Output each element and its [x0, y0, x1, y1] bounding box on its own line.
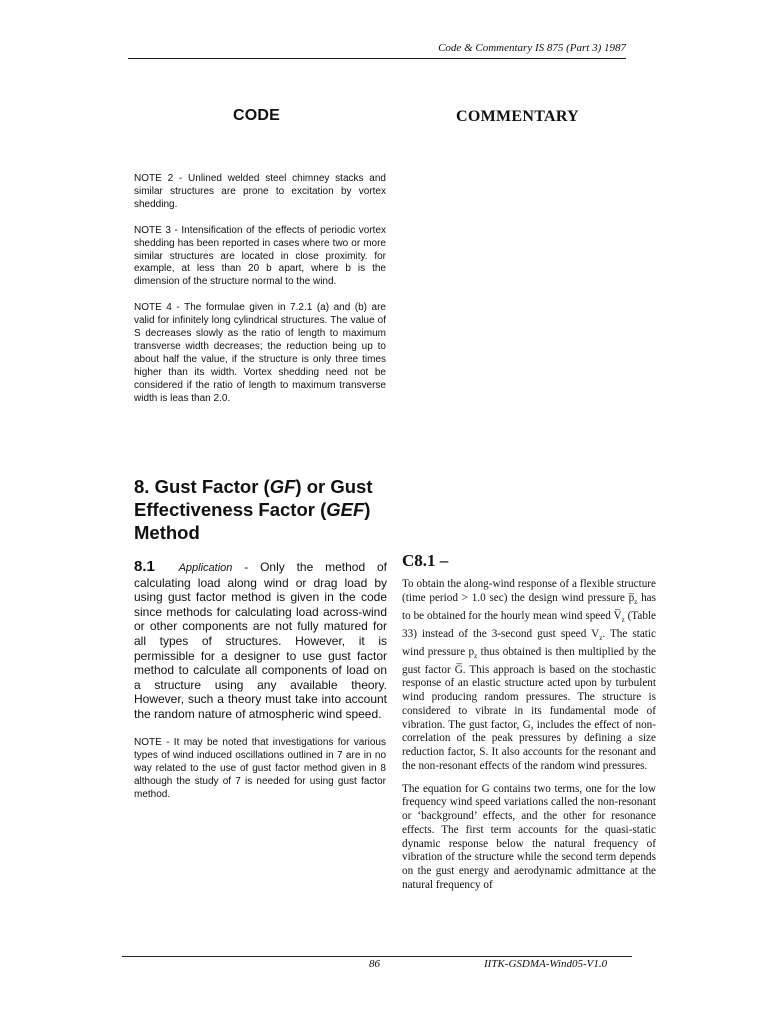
note-2: NOTE 2 - Unlined welded steel chimney stacks and similar structures are prone to excitation by vortex shedding. — [134, 173, 386, 210]
header-rule — [128, 58, 626, 59]
clause-text: - Only the method of calculating load along wind or drag load by using gust factor method is given in the code since methods for calculating load across-wind or other components are not fully matured for all types of structures. However, it is permissible for a designer to use gust factor method to calculate all components of load on a structure using any available theory. However, such a theory must take into account the random nature of atmospheric wind speed. — [134, 560, 388, 721]
commentary-heading-c8-1: C8.1 – — [402, 551, 449, 570]
note-4: NOTE 4 - The formulae given in 7.2.1 (a) and (b) are valid for infinitely long cylindrical structures. The value of S decreases slowly as the ratio of length to maximum transverse width decreases; the reduction being up to about half the value, if the structure is only three times higher than its width. Vortex shedding need not be considered if the ratio of length to maximum transverse width is leas than 2.0. — [134, 302, 386, 404]
commentary-column-title: COMMENTARY — [456, 108, 580, 125]
commentary-paragraph-2: The equation for G contains two terms, one for the low frequency wind speed variations called the non-resonant or ‘background’ effects, and the other for resonance effects. The first term accounts for the quasi-static dynamic response below the natural frequency of vibration of the structure while the second term depends on the gust energy and aerodynamic admittance at the natural frequency of — [402, 782, 656, 891]
page-number: 86 — [369, 958, 380, 970]
clause-title: Application — [178, 562, 233, 574]
clause-8-1 — [134, 560, 387, 722]
commentary-body — [402, 578, 656, 893]
section-8-heading: 8. Gust Factor (GF) or Gust Effectiveness Factor (GEF) Method — [134, 476, 373, 543]
running-header: Code & Commentary IS 875 (Part 3) 1987 — [438, 42, 626, 54]
clause-number: 8.1 — [134, 558, 155, 575]
note-3: NOTE 3 - Intensification of the effects of periodic vortex shedding has been reported in cases where two or more similar structures are located in close proximity. for example, at less than 20 b apart, where b is the dimension of the structure normal to the wind. — [134, 224, 386, 288]
note-8-1-container — [134, 737, 386, 802]
note-8-1: NOTE - It may be noted that investigations for various types of wind induced oscillations outlined in 7 are in no way related to the use of gust factor method given in 8 although the study of 7 is needed for using gust factor method. — [134, 737, 386, 800]
document-id: IITK-GSDMA-Wind05-V1.0 — [484, 958, 608, 970]
code-notes — [134, 173, 386, 406]
footer-rule — [122, 956, 632, 957]
code-column-title: CODE — [233, 107, 281, 124]
commentary-paragraph-1: To obtain the along-wind response of a flexible structure (time period > 1.0 sec) the design wind pressure $p̅_z$ has to be obtained for the hourly mean wind speed $V̅_z$ (Table 33) instead of the 3-second gust speed $V_z$. The static wind pressure $p_z$ thus obtained is then multiplied by the gust factor G̅. This approach is based on the stochastic response of an elastic structure acted upon by turbulent wind producing random pressures. The structure is considered to vibrate in its fundamental mode of vibration. The gust factor, G, includes the effect of non-correlation of the peak pressures by defining a size reduction factor, S. It also accounts for the resonant and the non-resonant effects of the random wind pressures. — [402, 578, 657, 772]
